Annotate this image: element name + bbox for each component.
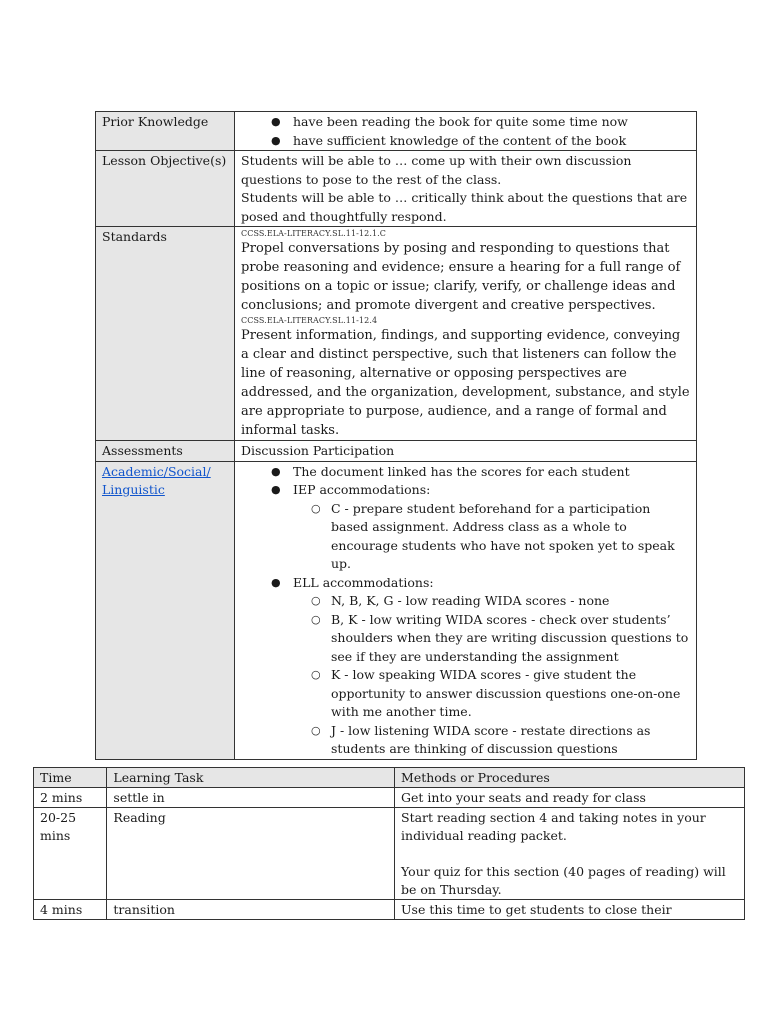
list-item: ○ N, B, K, G - low reading WIDA scores - none (311, 592, 690, 611)
time-cell: 4 mins (34, 900, 107, 920)
lesson-plan-table (95, 111, 697, 760)
ell-list (241, 592, 690, 759)
assessments-value: Discussion Participation (235, 441, 697, 462)
table-header-row (34, 768, 745, 788)
list-item: ● have sufficient knowledge of the content of the book (271, 132, 690, 151)
prior-knowledge-label: Prior Knowledge (96, 112, 235, 151)
standards-label: Standards (96, 227, 235, 441)
accommodations-list (241, 463, 690, 500)
standards-value (235, 227, 697, 441)
accommodations-link[interactable]: Linguistic (102, 482, 165, 497)
method-cell: Use this time to get students to close their (395, 900, 745, 920)
list-item: ● have been reading the book for quite some time now (271, 113, 690, 132)
accommodations-list (241, 574, 690, 593)
table-row (34, 808, 745, 900)
list-item: ○ J - low listening WIDA score - restate directions as students are thinking of discussion questions (311, 722, 690, 759)
learning-task-table (33, 767, 745, 920)
column-header: Learning Task (107, 768, 395, 788)
column-header: Methods or Procedures (395, 768, 745, 788)
list-item: ● The document linked has the scores for each student (271, 463, 690, 482)
lesson-objectives-value (235, 151, 697, 227)
standard-text: Propel conversations by posing and responding to questions that probe reasoning and evidence; ensure a hearing for a full range of positions on a topic or issue; clarify, verify, or challenge ideas and conclusions; and promote divergent and creative perspectives. (241, 241, 681, 313)
method-cell (395, 808, 745, 900)
objective-line: Students will be able to … critically think about the questions that are posed and thoughtfully respond. (241, 190, 688, 224)
list-item (271, 481, 690, 500)
method-paragraph: Your quiz for this section (40 pages of reading) will be on Thursday. (401, 864, 726, 897)
table-row (34, 788, 745, 808)
accommodations-label (96, 461, 235, 759)
list-item: ○ C - prepare student beforehand for a participation based assignment. Address class as a whole to encourage students who have not spoken yet to speak up. (311, 500, 690, 574)
spacer (401, 845, 738, 863)
list-item: ○ K - low speaking WIDA scores - give student the opportunity to answer discussion questions one-on-one with me another time. (311, 666, 690, 722)
prior-knowledge-list (241, 113, 690, 150)
list-item (271, 574, 690, 593)
table-row (34, 900, 745, 920)
method-cell: Get into your seats and ready for class (395, 788, 745, 808)
method-paragraph: Start reading section 4 and taking notes in your individual reading packet. (401, 810, 706, 843)
assessments-label: Assessments (96, 441, 235, 462)
accommodations-value (235, 461, 697, 759)
list-item: ○ B, K - low writing WIDA scores - check over students’ shoulders when they are writing discussion questions to see if they are understanding the assignment (311, 611, 690, 667)
lesson-objectives-label: Lesson Objective(s) (96, 151, 235, 227)
prior-knowledge-value (235, 112, 697, 151)
lesson-objectives-row (96, 151, 697, 227)
accommodations-link[interactable]: Academic/Social/ (102, 463, 211, 479)
standard-text: Present information, findings, and supporting evidence, conveying a clear and distinct perspective, such that listeners can follow the line of reasoning, alternative or opposing perspectives are addressed, and the organization, development, substance, and style are appropriate to purpose, audience, and a range of formal and informal tasks. (241, 328, 690, 438)
task-cell: transition (107, 900, 395, 920)
standard-code: CCSS.ELA-LITERACY.SL.11-12.1.C (241, 229, 387, 238)
objective-line: Students will be able to … come up with their own discussion questions to pose to the rest of the class. (241, 153, 632, 187)
iep-list (241, 500, 690, 574)
standard-code: CCSS.ELA-LITERACY.SL.11-12.4 (241, 316, 378, 325)
task-cell: Reading (107, 808, 395, 900)
column-header: Time (34, 768, 107, 788)
accommodations-row (96, 461, 697, 759)
ell-heading: ELL accommodations: (293, 574, 434, 590)
time-cell: 2 mins (34, 788, 107, 808)
standards-row (96, 227, 697, 441)
assessments-row (96, 441, 697, 462)
prior-knowledge-row (96, 112, 697, 151)
task-cell: settle in (107, 788, 395, 808)
iep-heading: IEP accommodations: (293, 482, 431, 497)
time-cell: 20-25 mins (34, 808, 107, 900)
